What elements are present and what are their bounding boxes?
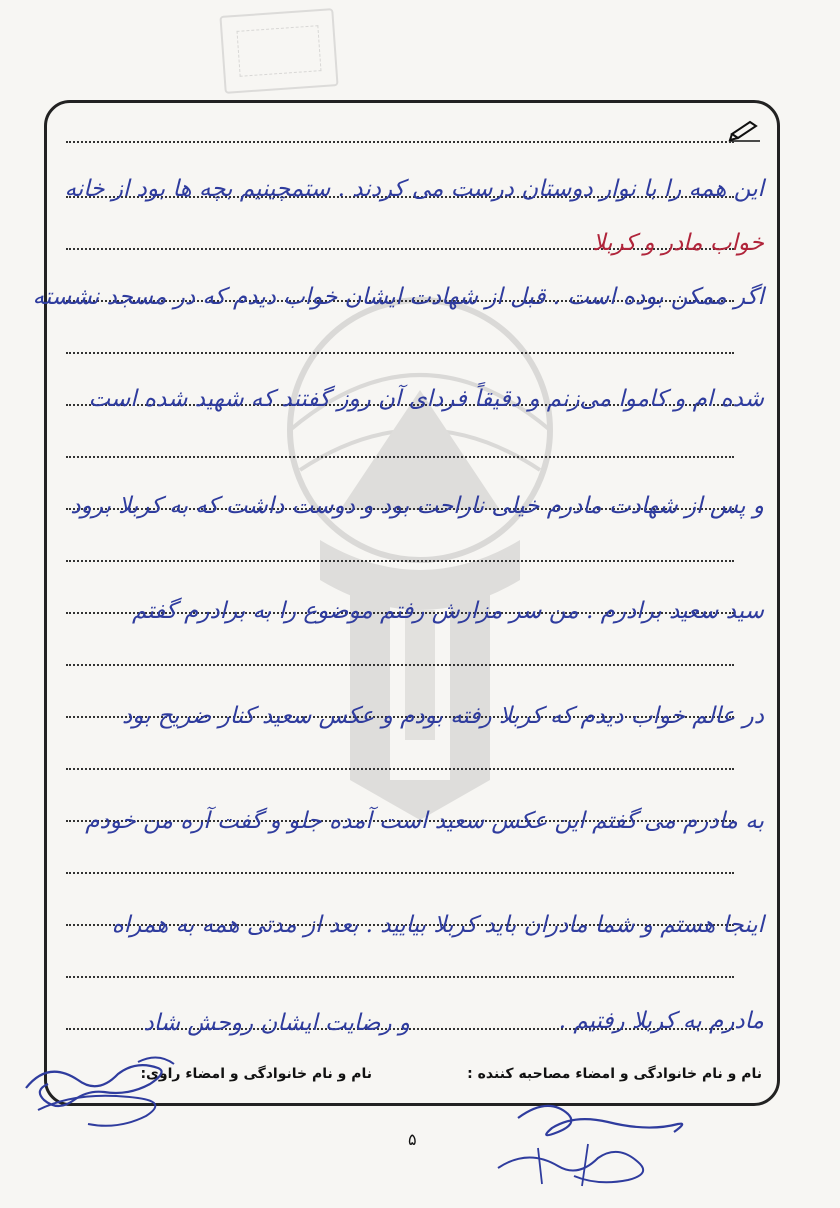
dotted-line — [66, 456, 734, 458]
dotted-line — [66, 560, 734, 562]
handwritten-line: سید سعید برادرم . من سر مزارش رفتم موضوع را به برادرم گفتم — [132, 598, 764, 624]
handwritten-line: اگر ممکن بوده است . قبل از شهادت ایشان خواب دیدم که در مسجد نشسته — [32, 284, 764, 310]
page-number: ۵ — [408, 1130, 417, 1149]
handwritten-line: مادرم به کربلا رفتیم . — [558, 1008, 764, 1034]
interviewer-signature-label: نام و نام خانوادگی و امضاء مصاحبه کننده : — [467, 1066, 762, 1082]
handwritten-line: این همه را با نوار دوستان درست می کردند . ستمچینیم بچه ها بود از خانه — [64, 176, 764, 202]
handwritten-line: به مادرم می گفتم این عکس سعید است آمده جلو و گفت آره من خودم — [85, 808, 764, 834]
pen-icon — [728, 116, 762, 142]
handwritten-line: و پس از شهادت مادرم خیلی ناراحت بود و دوست داشت که به کربلا برود — [70, 493, 764, 519]
handwritten-line: شده ام و کاموا می‌زنم و دقیقاً فردای آن روز گفتند که شهید شده است — [88, 386, 764, 412]
handwritten-line: و رضایت ایشان روحش شاد — [143, 1010, 410, 1036]
dotted-line — [66, 872, 734, 874]
handwritten-line: در عالم خواب دیدم که کربلا رفته بودم و عکس سعید کنار ضریح بود — [122, 703, 764, 729]
dotted-line — [66, 352, 734, 354]
dotted-line — [66, 664, 734, 666]
dotted-line — [66, 141, 734, 143]
faded-stamp — [219, 8, 338, 94]
dotted-line — [66, 768, 734, 770]
interviewer-signature — [478, 1088, 694, 1192]
narrator-signature — [18, 1040, 178, 1132]
handwritten-line: اینجا هستم و شما مادران باید کربلا بیایید . بعد از مدتی همه به همراه — [111, 912, 764, 938]
dotted-line — [66, 976, 734, 978]
narrator-signature-label: نام و نام خانوادگی و امضاء راوی: — [140, 1066, 372, 1082]
handwritten-heading: خواب مادر و کربلا — [592, 230, 764, 256]
